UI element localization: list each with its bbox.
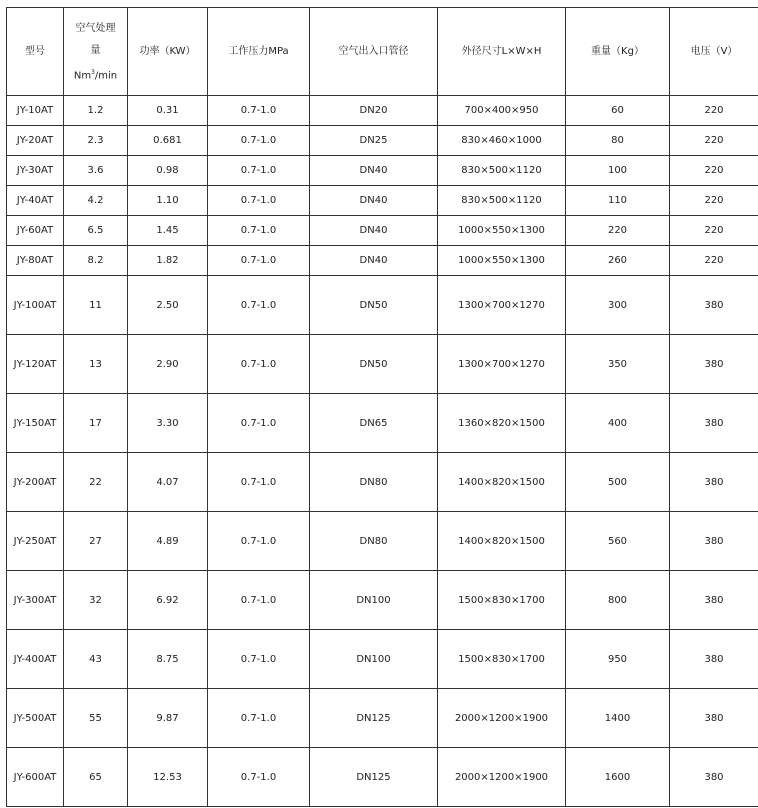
cell-pipe: DN25 [310, 126, 438, 156]
cell-weight: 110 [566, 186, 670, 216]
cell-capacity: 65 [64, 748, 128, 807]
cell-voltage: 220 [670, 126, 758, 156]
cell-weight: 950 [566, 630, 670, 689]
cell-weight: 260 [566, 246, 670, 276]
cell-voltage: 380 [670, 394, 758, 453]
cell-model: JY-200AT [7, 453, 64, 512]
cell-size: 2000×1200×1900 [438, 748, 566, 807]
cell-power: 1.10 [128, 186, 208, 216]
cell-pressure: 0.7-1.0 [208, 689, 310, 748]
table-row [7, 216, 758, 246]
header-weight: 重量（Kg） [566, 8, 670, 96]
cell-pipe: DN125 [310, 748, 438, 807]
cell-pipe: DN80 [310, 453, 438, 512]
cell-capacity: 4.2 [64, 186, 128, 216]
header-capacity-unit: Nm$^3$/min [73, 68, 118, 82]
cell-capacity: 43 [64, 630, 128, 689]
cell-weight: 100 [566, 156, 670, 186]
table-row [7, 276, 758, 335]
cell-weight: 560 [566, 512, 670, 571]
cell-size: 1300×700×1270 [438, 276, 566, 335]
cell-pipe: DN80 [310, 512, 438, 571]
cell-size: 1400×820×1500 [438, 512, 566, 571]
cell-model: JY-600AT [7, 748, 64, 807]
cell-voltage: 380 [670, 276, 758, 335]
cell-size: 830×460×1000 [438, 126, 566, 156]
cell-voltage: 380 [670, 512, 758, 571]
table-row [7, 335, 758, 394]
header-capacity-line2: 量 [90, 44, 101, 56]
cell-pipe: DN100 [310, 630, 438, 689]
cell-voltage: 220 [670, 186, 758, 216]
cell-model: JY-60AT [7, 216, 64, 246]
cell-weight: 350 [566, 335, 670, 394]
cell-capacity: 32 [64, 571, 128, 630]
table-row [7, 571, 758, 630]
table-row [7, 156, 758, 186]
cell-pipe: DN40 [310, 186, 438, 216]
cell-capacity: 22 [64, 453, 128, 512]
header-model: 型号 [7, 8, 64, 96]
cell-power: 2.50 [128, 276, 208, 335]
header-capacity [64, 8, 128, 96]
cell-weight: 800 [566, 571, 670, 630]
cell-model: JY-250AT [7, 512, 64, 571]
cell-model: JY-400AT [7, 630, 64, 689]
cell-power: 0.31 [128, 96, 208, 126]
cell-pipe: DN20 [310, 96, 438, 126]
cell-pressure: 0.7-1.0 [208, 216, 310, 246]
cell-pressure: 0.7-1.0 [208, 630, 310, 689]
cell-size: 1000×550×1300 [438, 246, 566, 276]
cell-voltage: 380 [670, 689, 758, 748]
cell-size: 1500×830×1700 [438, 630, 566, 689]
cell-voltage: 380 [670, 453, 758, 512]
cell-pipe: DN40 [310, 156, 438, 186]
table-row [7, 246, 758, 276]
cell-model: JY-20AT [7, 126, 64, 156]
cell-weight: 80 [566, 126, 670, 156]
cell-pressure: 0.7-1.0 [208, 394, 310, 453]
cell-power: 8.75 [128, 630, 208, 689]
cell-voltage: 220 [670, 216, 758, 246]
cell-weight: 220 [566, 216, 670, 246]
cell-pipe: DN50 [310, 276, 438, 335]
cell-size: 700×400×950 [438, 96, 566, 126]
cell-voltage: 380 [670, 571, 758, 630]
cell-pressure: 0.7-1.0 [208, 512, 310, 571]
table-row [7, 748, 758, 807]
cell-size: 1000×550×1300 [438, 216, 566, 246]
table-row [7, 394, 758, 453]
cell-capacity: 55 [64, 689, 128, 748]
cell-voltage: 220 [670, 96, 758, 126]
cell-pipe: DN40 [310, 246, 438, 276]
cell-pressure: 0.7-1.0 [208, 126, 310, 156]
table-row [7, 96, 758, 126]
cell-weight: 60 [566, 96, 670, 126]
cell-pipe: DN125 [310, 689, 438, 748]
header-pressure: 工作压力MPa [208, 8, 310, 96]
cell-voltage: 220 [670, 156, 758, 186]
cell-pipe: DN50 [310, 335, 438, 394]
cell-capacity: 17 [64, 394, 128, 453]
header-power: 功率（KW） [128, 8, 208, 96]
cell-model: JY-40AT [7, 186, 64, 216]
cell-model: JY-10AT [7, 96, 64, 126]
cell-model: JY-30AT [7, 156, 64, 186]
cell-size: 2000×1200×1900 [438, 689, 566, 748]
cell-capacity: 13 [64, 335, 128, 394]
cell-size: 830×500×1120 [438, 156, 566, 186]
cell-capacity: 6.5 [64, 216, 128, 246]
cell-power: 1.82 [128, 246, 208, 276]
cell-power: 6.92 [128, 571, 208, 630]
cell-power: 4.07 [128, 453, 208, 512]
cell-capacity: 2.3 [64, 126, 128, 156]
cell-pressure: 0.7-1.0 [208, 186, 310, 216]
cell-model: JY-100AT [7, 276, 64, 335]
cell-model: JY-150AT [7, 394, 64, 453]
cell-voltage: 220 [670, 246, 758, 276]
cell-size: 1360×820×1500 [438, 394, 566, 453]
cell-capacity: 1.2 [64, 96, 128, 126]
cell-capacity: 11 [64, 276, 128, 335]
cell-pressure: 0.7-1.0 [208, 748, 310, 807]
cell-pressure: 0.7-1.0 [208, 156, 310, 186]
table-row [7, 689, 758, 748]
table-row [7, 630, 758, 689]
cell-pressure: 0.7-1.0 [208, 335, 310, 394]
cell-model: JY-500AT [7, 689, 64, 748]
cell-power: 9.87 [128, 689, 208, 748]
table-row [7, 453, 758, 512]
cell-power: 2.90 [128, 335, 208, 394]
cell-size: 1400×820×1500 [438, 453, 566, 512]
cell-weight: 1600 [566, 748, 670, 807]
cell-pressure: 0.7-1.0 [208, 276, 310, 335]
cell-capacity: 27 [64, 512, 128, 571]
header-voltage: 电压（V） [670, 8, 758, 96]
cell-capacity: 8.2 [64, 246, 128, 276]
table-row [7, 512, 758, 571]
cell-size: 1500×830×1700 [438, 571, 566, 630]
header-pipe: 空气出入口管径 [310, 8, 438, 96]
cell-power: 0.681 [128, 126, 208, 156]
table-row [7, 126, 758, 156]
cell-weight: 300 [566, 276, 670, 335]
cell-pipe: DN65 [310, 394, 438, 453]
cell-size: 830×500×1120 [438, 186, 566, 216]
table-row [7, 186, 758, 216]
cell-model: JY-300AT [7, 571, 64, 630]
header-capacity-line1: 空气处理 [75, 22, 116, 34]
cell-pressure: 0.7-1.0 [208, 96, 310, 126]
spec-table [6, 7, 758, 807]
cell-voltage: 380 [670, 335, 758, 394]
cell-voltage: 380 [670, 748, 758, 807]
cell-pressure: 0.7-1.0 [208, 453, 310, 512]
cell-weight: 400 [566, 394, 670, 453]
cell-capacity: 3.6 [64, 156, 128, 186]
cell-size: 1300×700×1270 [438, 335, 566, 394]
cell-pressure: 0.7-1.0 [208, 571, 310, 630]
cell-power: 3.30 [128, 394, 208, 453]
cell-power: 0.98 [128, 156, 208, 186]
header-row [7, 8, 758, 96]
cell-power: 1.45 [128, 216, 208, 246]
cell-pipe: DN40 [310, 216, 438, 246]
header-size: 外径尺寸L×W×H [438, 8, 566, 96]
cell-pipe: DN100 [310, 571, 438, 630]
cell-pressure: 0.7-1.0 [208, 246, 310, 276]
cell-power: 12.53 [128, 748, 208, 807]
cell-voltage: 380 [670, 630, 758, 689]
cell-weight: 500 [566, 453, 670, 512]
cell-model: JY-80AT [7, 246, 64, 276]
cell-weight: 1400 [566, 689, 670, 748]
cell-model: JY-120AT [7, 335, 64, 394]
cell-power: 4.89 [128, 512, 208, 571]
